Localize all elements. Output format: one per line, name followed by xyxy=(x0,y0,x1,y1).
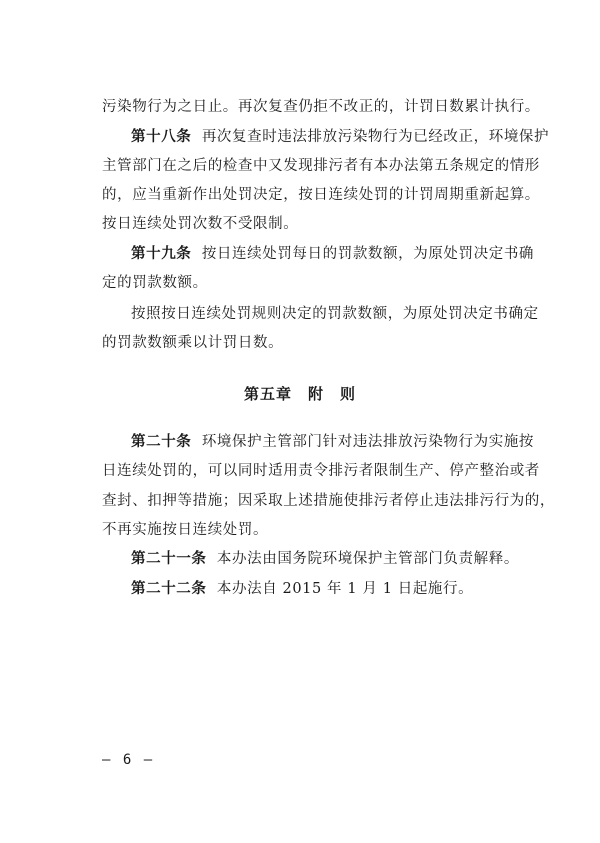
text-line: 的罚款数额乘以计罚日数。 xyxy=(102,335,284,351)
text-span: 再次复查时违法排放污染物行为已经改正，环境保护 xyxy=(201,129,550,145)
text-line: 的，应当重新作出处罚决定，按日连续处罚的计罚周期重新起算。 xyxy=(102,187,540,203)
text-line: 定的罚款数额。 xyxy=(102,275,208,291)
text-line: 按照按日连续处罚规则决定的罚款数额，为原处罚决定书确定 xyxy=(131,306,539,322)
page-number: — 6 — xyxy=(102,752,155,768)
text-line: 主管部门在之后的检查中又发现排污者有本办法第五条规定的情形 xyxy=(102,158,540,174)
text-line: 查封、扣押等措施；因采取上述措施使排污者停止违法排污行为的， xyxy=(102,493,555,509)
article-21-heading: 第二十一条 xyxy=(131,550,207,567)
text-span: 按日连续处罚每日的罚款数额，为原处罚决定书确 xyxy=(201,246,535,262)
article-18-heading: 第十八条 xyxy=(131,128,192,145)
article-20-heading: 第二十条 xyxy=(131,433,192,450)
text-span: 本办法自 2015 年 1 月 1 日起施行。 xyxy=(216,581,474,597)
article-18-line-1 xyxy=(131,128,552,146)
article-19-heading: 第十九条 xyxy=(131,245,192,262)
article-20-line-1 xyxy=(131,433,552,451)
article-21-line-1 xyxy=(131,550,552,568)
text-span: 本办法由国务院环境保护主管部门负责解释。 xyxy=(216,551,519,567)
chapter-title xyxy=(0,383,600,404)
article-19-line-1 xyxy=(131,245,552,263)
chapter-name: 附 则 xyxy=(308,385,357,403)
text-line: 污染物行为之日止。再次复查仍拒不改正的，计罚日数累计执行。 xyxy=(102,99,540,115)
text-line: 日连续处罚的，可以同时适用责令排污者限制生产、停产整治或者 xyxy=(102,463,540,479)
chapter-number: 第五章 xyxy=(243,385,292,403)
text-line: 不再实施按日连续处罚。 xyxy=(102,522,269,538)
text-span: 环境保护主管部门针对违法排放污染物行为实施按 xyxy=(201,434,535,450)
article-22-line-1 xyxy=(131,580,552,598)
text-line: 按日连续处罚次数不受限制。 xyxy=(102,216,299,232)
article-22-heading: 第二十二条 xyxy=(131,580,207,597)
